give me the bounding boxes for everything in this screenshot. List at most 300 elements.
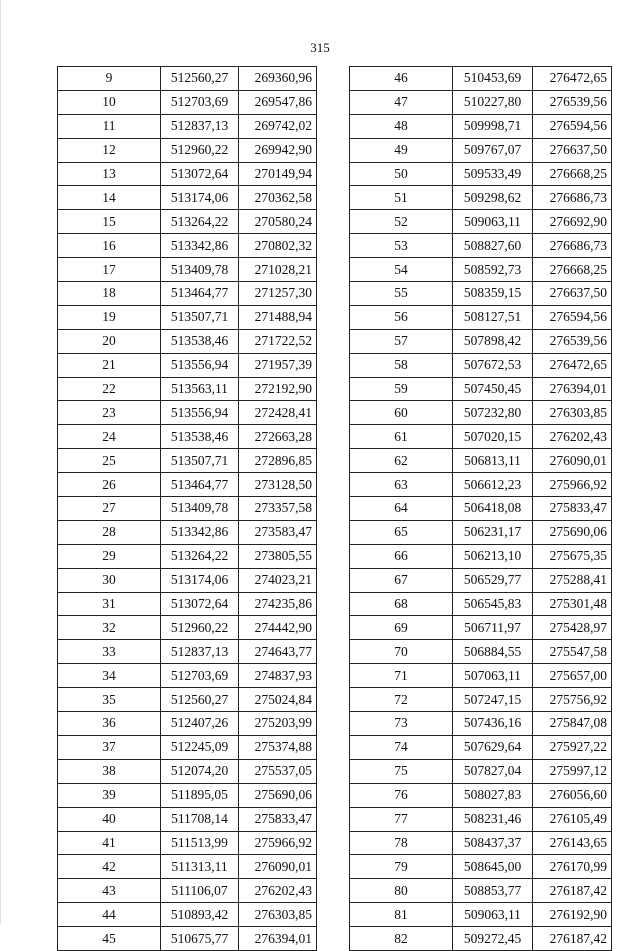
coordinate-y: 275288,41 (533, 568, 612, 592)
coordinate-x: 512245,09 (161, 735, 239, 759)
coordinate-x: 508827,60 (453, 234, 533, 258)
table-row (350, 903, 612, 927)
coordinate-y: 276090,01 (533, 449, 612, 473)
coordinate-x: 513342,86 (161, 520, 239, 544)
coordinate-y: 274442,90 (239, 616, 317, 640)
point-number: 21 (58, 353, 161, 377)
coordinate-x: 506884,55 (453, 640, 533, 664)
coordinate-y: 276143,65 (533, 831, 612, 855)
table-row (350, 114, 612, 138)
table-row (58, 305, 317, 329)
point-number: 29 (58, 544, 161, 568)
coordinate-y: 276472,65 (533, 353, 612, 377)
table-row (350, 186, 612, 210)
table-row (350, 353, 612, 377)
coordinate-x: 508437,37 (453, 831, 533, 855)
coordinate-y: 275537,05 (239, 759, 317, 783)
table-row (58, 903, 317, 927)
point-number: 82 (350, 927, 453, 951)
coordinate-x: 507020,15 (453, 425, 533, 449)
coordinate-y: 276594,56 (533, 114, 612, 138)
coordinate-y: 273805,55 (239, 544, 317, 568)
point-number: 56 (350, 305, 453, 329)
point-number: 72 (350, 688, 453, 712)
coordinate-y: 275690,06 (239, 783, 317, 807)
table-row (350, 855, 612, 879)
coordinate-y: 276394,01 (239, 927, 317, 951)
point-number: 52 (350, 210, 453, 234)
point-number: 32 (58, 616, 161, 640)
coordinate-y: 276303,85 (533, 401, 612, 425)
coordinate-y: 276686,73 (533, 186, 612, 210)
coordinate-x: 512074,20 (161, 759, 239, 783)
point-number: 12 (58, 138, 161, 162)
table-row (350, 927, 612, 951)
coordinate-x: 513507,71 (161, 449, 239, 473)
coordinate-x: 509063,11 (453, 903, 533, 927)
table-row (350, 807, 612, 831)
coordinate-y: 276539,56 (533, 90, 612, 114)
coordinate-x: 510675,77 (161, 927, 239, 951)
table-row (58, 520, 317, 544)
coordinate-x: 513538,46 (161, 329, 239, 353)
table-row (58, 282, 317, 306)
point-number: 40 (58, 807, 161, 831)
coordinate-y: 276668,25 (533, 258, 612, 282)
point-number: 41 (58, 831, 161, 855)
coordinate-y: 276594,56 (533, 305, 612, 329)
point-number: 73 (350, 712, 453, 736)
point-number: 63 (350, 473, 453, 497)
coordinate-y: 269360,96 (239, 67, 317, 91)
coordinate-x: 506213,10 (453, 544, 533, 568)
coordinate-x: 507629,64 (453, 735, 533, 759)
table-row (58, 258, 317, 282)
table-row (350, 401, 612, 425)
table-row (58, 544, 317, 568)
table-row (350, 305, 612, 329)
point-number: 54 (350, 258, 453, 282)
coordinate-y: 275756,92 (533, 688, 612, 712)
table-row (350, 759, 612, 783)
point-number: 19 (58, 305, 161, 329)
coordinate-x: 506418,08 (453, 497, 533, 521)
coordinate-x: 506612,23 (453, 473, 533, 497)
coordinate-x: 507063,11 (453, 664, 533, 688)
coordinate-x: 507672,53 (453, 353, 533, 377)
coordinate-y: 276692,90 (533, 210, 612, 234)
table-row (350, 592, 612, 616)
table-row (58, 138, 317, 162)
table-row (350, 568, 612, 592)
table-row (350, 688, 612, 712)
coordinate-y: 271957,39 (239, 353, 317, 377)
coordinate-y: 275690,06 (533, 520, 612, 544)
point-number: 34 (58, 664, 161, 688)
point-number: 42 (58, 855, 161, 879)
coordinate-y: 270802,32 (239, 234, 317, 258)
coordinate-x: 509767,07 (453, 138, 533, 162)
coordinate-y: 272192,90 (239, 377, 317, 401)
table-row (350, 425, 612, 449)
coordinate-x: 513507,71 (161, 305, 239, 329)
coordinate-x: 506529,77 (453, 568, 533, 592)
point-number: 27 (58, 497, 161, 521)
coordinate-x: 512837,13 (161, 640, 239, 664)
coordinate-x: 509272,45 (453, 927, 533, 951)
coordinate-y: 276187,42 (533, 927, 612, 951)
point-number: 55 (350, 282, 453, 306)
page-edge (0, 0, 1, 924)
table-row (58, 712, 317, 736)
coordinate-y: 276192,90 (533, 903, 612, 927)
coordinate-y: 270149,94 (239, 162, 317, 186)
coordinate-x: 508359,15 (453, 282, 533, 306)
point-number: 48 (350, 114, 453, 138)
coordinate-x: 513264,22 (161, 210, 239, 234)
point-number: 66 (350, 544, 453, 568)
coordinate-x: 506813,11 (453, 449, 533, 473)
point-number: 16 (58, 234, 161, 258)
point-number: 43 (58, 879, 161, 903)
coordinate-y: 272896,85 (239, 449, 317, 473)
point-number: 37 (58, 735, 161, 759)
coordinate-x: 513464,77 (161, 282, 239, 306)
table-row (58, 592, 317, 616)
point-number: 14 (58, 186, 161, 210)
coordinate-y: 276202,43 (239, 879, 317, 903)
coordinate-x: 513538,46 (161, 425, 239, 449)
point-number: 25 (58, 449, 161, 473)
table-row (350, 377, 612, 401)
coordinate-y: 276637,50 (533, 138, 612, 162)
table-row (58, 664, 317, 688)
coordinate-y: 276202,43 (533, 425, 612, 449)
coordinate-x: 512560,27 (161, 67, 239, 91)
coordinates-table-left (57, 66, 317, 951)
table-row (58, 210, 317, 234)
coordinate-y: 275966,92 (533, 473, 612, 497)
point-number: 20 (58, 329, 161, 353)
table-row (58, 329, 317, 353)
table-row (58, 114, 317, 138)
coordinate-x: 512703,69 (161, 664, 239, 688)
coordinate-y: 275547,58 (533, 640, 612, 664)
table-row (58, 807, 317, 831)
table-row (350, 210, 612, 234)
coordinate-x: 508231,46 (453, 807, 533, 831)
coordinate-y: 274023,21 (239, 568, 317, 592)
coordinate-x: 513342,86 (161, 234, 239, 258)
coordinate-x: 511106,07 (161, 879, 239, 903)
point-number: 47 (350, 90, 453, 114)
table-row (350, 282, 612, 306)
point-number: 81 (350, 903, 453, 927)
point-number: 24 (58, 425, 161, 449)
table-row (350, 67, 612, 91)
coordinate-x: 508853,77 (453, 879, 533, 903)
coordinate-y: 275301,48 (533, 592, 612, 616)
coordinate-x: 509533,49 (453, 162, 533, 186)
point-number: 39 (58, 783, 161, 807)
table-row (58, 759, 317, 783)
coordinate-x: 508027,83 (453, 783, 533, 807)
coordinate-x: 513464,77 (161, 473, 239, 497)
coordinate-y: 273357,58 (239, 497, 317, 521)
table-row (58, 67, 317, 91)
coordinate-y: 276105,49 (533, 807, 612, 831)
table-row (350, 162, 612, 186)
table-row (58, 377, 317, 401)
coordinate-y: 271257,30 (239, 282, 317, 306)
point-number: 76 (350, 783, 453, 807)
coordinate-y: 275997,12 (533, 759, 612, 783)
coordinate-y: 275024,84 (239, 688, 317, 712)
table-row (58, 568, 317, 592)
table-row (58, 401, 317, 425)
table-row (58, 640, 317, 664)
coordinate-x: 513174,06 (161, 186, 239, 210)
coordinate-x: 507827,04 (453, 759, 533, 783)
coordinate-x: 509298,62 (453, 186, 533, 210)
table-row (350, 520, 612, 544)
table-row (58, 783, 317, 807)
point-number: 64 (350, 497, 453, 521)
table-row (58, 90, 317, 114)
coordinates-table-right (349, 66, 612, 951)
coordinate-x: 507247,15 (453, 688, 533, 712)
point-number: 22 (58, 377, 161, 401)
table-row (350, 640, 612, 664)
point-number: 23 (58, 401, 161, 425)
point-number: 61 (350, 425, 453, 449)
table-row (350, 544, 612, 568)
point-number: 58 (350, 353, 453, 377)
coordinate-x: 508592,73 (453, 258, 533, 282)
coordinate-x: 511895,05 (161, 783, 239, 807)
coordinate-y: 275657,00 (533, 664, 612, 688)
coordinate-x: 512407,26 (161, 712, 239, 736)
coordinate-y: 276090,01 (239, 855, 317, 879)
table-row (58, 831, 317, 855)
table-row (350, 258, 612, 282)
coordinate-y: 274643,77 (239, 640, 317, 664)
point-number: 10 (58, 90, 161, 114)
coordinate-y: 275927,22 (533, 735, 612, 759)
coordinate-y: 275833,47 (239, 807, 317, 831)
coordinate-x: 507232,80 (453, 401, 533, 425)
coordinate-y: 271722,52 (239, 329, 317, 353)
table-row (350, 234, 612, 258)
coordinate-x: 509998,71 (453, 114, 533, 138)
point-number: 59 (350, 377, 453, 401)
coordinate-x: 511513,99 (161, 831, 239, 855)
point-number: 75 (350, 759, 453, 783)
coordinate-y: 275428,97 (533, 616, 612, 640)
table-row (350, 90, 612, 114)
coordinate-y: 271488,94 (239, 305, 317, 329)
table-row (350, 449, 612, 473)
coordinate-y: 274235,86 (239, 592, 317, 616)
point-number: 70 (350, 640, 453, 664)
table-row (350, 664, 612, 688)
table-row (350, 831, 612, 855)
table-row (350, 473, 612, 497)
table-row (58, 473, 317, 497)
coordinate-x: 512960,22 (161, 616, 239, 640)
coordinate-x: 513409,78 (161, 497, 239, 521)
table-row (350, 138, 612, 162)
point-number: 67 (350, 568, 453, 592)
point-number: 26 (58, 473, 161, 497)
coordinate-y: 275847,08 (533, 712, 612, 736)
point-number: 33 (58, 640, 161, 664)
coordinate-y: 273128,50 (239, 473, 317, 497)
coordinate-x: 513174,06 (161, 568, 239, 592)
page-number: 315 (310, 40, 330, 55)
table-row (350, 879, 612, 903)
coordinate-x: 507450,45 (453, 377, 533, 401)
point-number: 65 (350, 520, 453, 544)
table-row (58, 879, 317, 903)
point-number: 17 (58, 258, 161, 282)
coordinate-x: 508127,51 (453, 305, 533, 329)
coordinate-x: 513072,64 (161, 592, 239, 616)
coordinate-y: 274837,93 (239, 664, 317, 688)
table-row (58, 497, 317, 521)
coordinate-y: 276170,99 (533, 855, 612, 879)
coordinate-y: 269942,90 (239, 138, 317, 162)
point-number: 77 (350, 807, 453, 831)
table-row (350, 616, 612, 640)
coordinate-y: 276303,85 (239, 903, 317, 927)
coordinate-y: 272663,28 (239, 425, 317, 449)
coordinate-x: 506711,97 (453, 616, 533, 640)
table-row (58, 186, 317, 210)
point-number: 38 (58, 759, 161, 783)
table-row (58, 616, 317, 640)
point-number: 71 (350, 664, 453, 688)
point-number: 79 (350, 855, 453, 879)
coordinate-x: 513072,64 (161, 162, 239, 186)
point-number: 13 (58, 162, 161, 186)
coordinate-y: 276472,65 (533, 67, 612, 91)
point-number: 15 (58, 210, 161, 234)
table-row (58, 735, 317, 759)
table-row (350, 783, 612, 807)
table-row (58, 353, 317, 377)
coordinate-x: 511313,11 (161, 855, 239, 879)
point-number: 57 (350, 329, 453, 353)
table-row (350, 712, 612, 736)
coordinate-x: 510453,69 (453, 67, 533, 91)
point-number: 60 (350, 401, 453, 425)
coordinate-x: 511708,14 (161, 807, 239, 831)
table-row (58, 162, 317, 186)
coordinate-y: 269742,02 (239, 114, 317, 138)
point-number: 18 (58, 282, 161, 306)
coordinate-y: 275966,92 (239, 831, 317, 855)
point-number: 30 (58, 568, 161, 592)
point-number: 74 (350, 735, 453, 759)
point-number: 50 (350, 162, 453, 186)
point-number: 36 (58, 712, 161, 736)
coordinate-y: 276637,50 (533, 282, 612, 306)
coordinate-y: 270362,58 (239, 186, 317, 210)
table-row (58, 927, 317, 951)
coordinate-x: 513264,22 (161, 544, 239, 568)
point-number: 80 (350, 879, 453, 903)
coordinate-y: 275374,88 (239, 735, 317, 759)
coordinate-y: 276668,25 (533, 162, 612, 186)
coordinate-x: 508645,00 (453, 855, 533, 879)
coordinate-y: 271028,21 (239, 258, 317, 282)
coordinate-x: 506231,17 (453, 520, 533, 544)
coordinate-x: 513556,94 (161, 401, 239, 425)
coordinate-x: 513556,94 (161, 353, 239, 377)
table-row (350, 329, 612, 353)
point-number: 46 (350, 67, 453, 91)
coordinate-y: 276539,56 (533, 329, 612, 353)
point-number: 35 (58, 688, 161, 712)
coordinate-y: 269547,86 (239, 90, 317, 114)
point-number: 62 (350, 449, 453, 473)
table-row (58, 234, 317, 258)
coordinate-y: 275833,47 (533, 497, 612, 521)
coordinate-x: 512560,27 (161, 688, 239, 712)
coordinate-y: 273583,47 (239, 520, 317, 544)
point-number: 68 (350, 592, 453, 616)
coordinate-y: 276187,42 (533, 879, 612, 903)
coordinate-x: 506545,83 (453, 592, 533, 616)
coordinate-x: 510227,80 (453, 90, 533, 114)
point-number: 44 (58, 903, 161, 927)
table-row (350, 735, 612, 759)
point-number: 45 (58, 927, 161, 951)
point-number: 31 (58, 592, 161, 616)
point-number: 69 (350, 616, 453, 640)
coordinate-y: 276686,73 (533, 234, 612, 258)
point-number: 28 (58, 520, 161, 544)
point-number: 9 (58, 67, 161, 91)
coordinate-x: 513409,78 (161, 258, 239, 282)
coordinate-y: 276056,60 (533, 783, 612, 807)
coordinate-x: 510893,42 (161, 903, 239, 927)
coordinate-y: 275203,99 (239, 712, 317, 736)
point-number: 53 (350, 234, 453, 258)
coordinate-x: 512960,22 (161, 138, 239, 162)
coordinate-x: 512703,69 (161, 90, 239, 114)
table-row (58, 855, 317, 879)
point-number: 78 (350, 831, 453, 855)
coordinate-y: 270580,24 (239, 210, 317, 234)
point-number: 49 (350, 138, 453, 162)
table-row (58, 449, 317, 473)
point-number: 51 (350, 186, 453, 210)
table-row (350, 497, 612, 521)
point-number: 11 (58, 114, 161, 138)
table-row (58, 688, 317, 712)
coordinate-y: 276394,01 (533, 377, 612, 401)
coordinate-y: 272428,41 (239, 401, 317, 425)
coordinate-x: 509063,11 (453, 210, 533, 234)
table-row (58, 425, 317, 449)
coordinate-y: 275675,35 (533, 544, 612, 568)
coordinate-x: 507436,16 (453, 712, 533, 736)
coordinate-x: 507898,42 (453, 329, 533, 353)
coordinate-x: 512837,13 (161, 114, 239, 138)
coordinate-x: 513563,11 (161, 377, 239, 401)
